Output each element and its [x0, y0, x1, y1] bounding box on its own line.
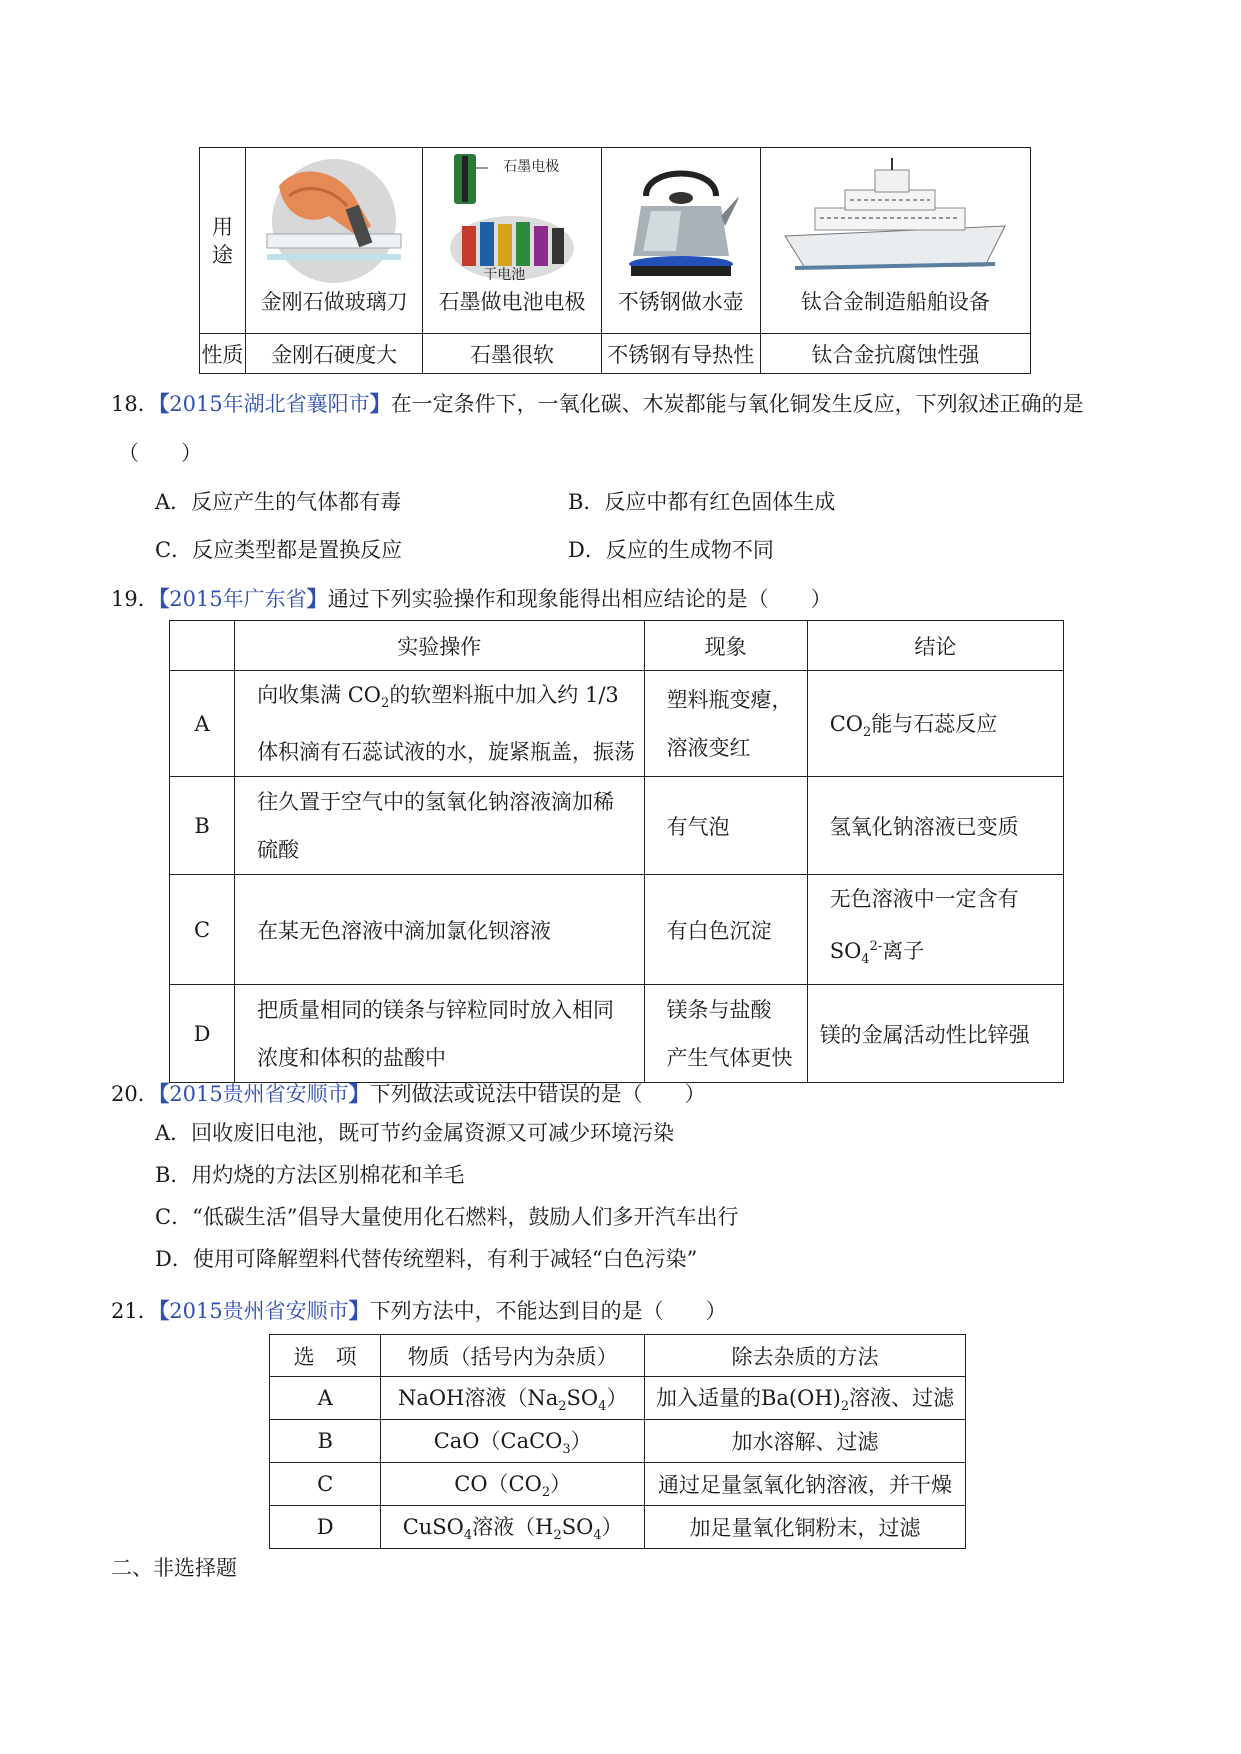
q20-source: 2015贵州省安顺市	[169, 1082, 349, 1106]
q18-option-a: A．反应产生的气体都有毒	[155, 490, 402, 514]
q18-option-b: B．反应中都有红色固体生成	[568, 490, 836, 514]
header-phenomenon: 现象	[644, 621, 807, 671]
use-cell-diamond: 金刚石做玻璃刀	[245, 148, 422, 334]
q20-option-a: A．回收废旧电池，既可节约金属资源又可减少环境污染	[155, 1121, 675, 1145]
q20-option-c: C．“低碳生活”倡导大量使用化石燃料，鼓励人们多开汽车出行	[155, 1205, 739, 1229]
q18-option-d: D．反应的生成物不同	[568, 538, 774, 562]
use-cell-steel: 不锈钢做水壶	[601, 148, 760, 334]
impurity-table: 选 项 物质（括号内为杂质） 除去杂质的方法 A NaOH溶液$(Na_2SO_4)$ 加入适量的$Ba(OH)_2$溶液、过滤 B CaO（CaCO$_3$） 加水溶解、过滤 C $CO(CO_2)$ 通过足量氢氧化钠溶液，并干燥 D CuSO$_4$溶液$(H_2SO_4)$ 加足量氧化铜粉末，过滤	[269, 1334, 966, 1549]
q20-option-b: B．用灼烧的方法区别棉花和羊毛	[155, 1163, 465, 1187]
row-header-use: 用途	[200, 148, 246, 334]
property-steel: 不锈钢有导热性	[601, 334, 760, 374]
label-dry-battery: 干电池	[483, 267, 526, 283]
q20-option-d: D．使用可降解塑料代替传统塑料，有利于减轻“白色污染”	[155, 1247, 698, 1271]
uses-properties-table	[199, 147, 1031, 374]
q18-stem: 18．【2015年湖北省襄阳市】在一定条件下，一氧化碳、木炭都能与氧化铜发生反应，下列叙述正确的是	[111, 391, 1084, 416]
table-row: A 向收集满 $CO_2$的软塑料瓶中加入约 1/3 体积滴有石蕊试液的水，旋紧瓶盖，振荡 塑料瓶变瘪， 溶液变红 $CO_2$能与石蕊反应	[170, 671, 1064, 777]
header-operation: 实验操作	[235, 621, 644, 671]
q18-paren: （ ）	[118, 441, 202, 465]
table-row: A NaOH溶液$(Na_2SO_4)$ 加入适量的$Ba(OH)_2$溶液、过滤	[270, 1377, 966, 1420]
property-diamond: 金刚石硬度大	[245, 334, 422, 374]
q21-source: 2015贵州省安顺市	[169, 1299, 349, 1323]
table-row: D 把质量相同的镁条与锌粒同时放入相同 浓度和体积的盐酸中 镁条与盐酸 产生气体更快 镁的金属活动性比锌强	[170, 985, 1064, 1083]
q18-source: 2015年湖北省襄阳市	[169, 392, 370, 416]
table-row: C $CO(CO_2)$ 通过足量氢氧化钠溶液，并干燥	[270, 1463, 966, 1506]
section-heading: 二、非选择题	[111, 1556, 237, 1580]
q19-stem: 19．【2015年广东省】通过下列实验操作和现象能得出相应结论的是（ ）	[111, 586, 832, 611]
label-graphite-electrode: 石墨电极	[503, 159, 560, 175]
header-conclusion: 结论	[807, 621, 1063, 671]
use-cell-titanium: 钛合金制造船舶设备	[760, 148, 1030, 334]
q19-source: 2015年广东省	[169, 587, 307, 611]
property-graphite: 石墨很软	[423, 334, 601, 374]
property-titanium: 钛合金抗腐蚀性强	[760, 334, 1030, 374]
row-header-property: 性质	[200, 334, 246, 374]
experiment-table	[169, 620, 1064, 1083]
glass-cutter-icon	[259, 156, 409, 286]
use-cell-graphite: 石墨电极 干电池 石墨做电池电极	[423, 148, 601, 334]
q21-stem: 21．【2015贵州省安顺市】下列方法中，不能达到目的是（ ）	[111, 1298, 727, 1323]
table-row: D CuSO$_4$溶液$(H_2SO_4)$ 加足量氧化铜粉末，过滤	[270, 1506, 966, 1549]
q20-stem: 20．【2015贵州省安顺市】下列做法或说法中错误的是（ ）	[111, 1081, 706, 1106]
table-row: B CaO（CaCO$_3$） 加水溶解、过滤	[270, 1420, 966, 1463]
kettle-icon	[621, 156, 741, 286]
ship-icon	[775, 156, 1015, 286]
table-row: C 在某无色溶液中滴加氯化钡溶液 有白色沉淀 无色溶液中一定含有 $SO_4^{2-}$离子	[170, 875, 1064, 985]
table-row: B 往久置于空气中的氢氧化钠溶液滴加稀 硫酸 有气泡 氢氧化钠溶液已变质	[170, 777, 1064, 875]
q18-option-c: C．反应类型都是置换反应	[155, 538, 403, 562]
